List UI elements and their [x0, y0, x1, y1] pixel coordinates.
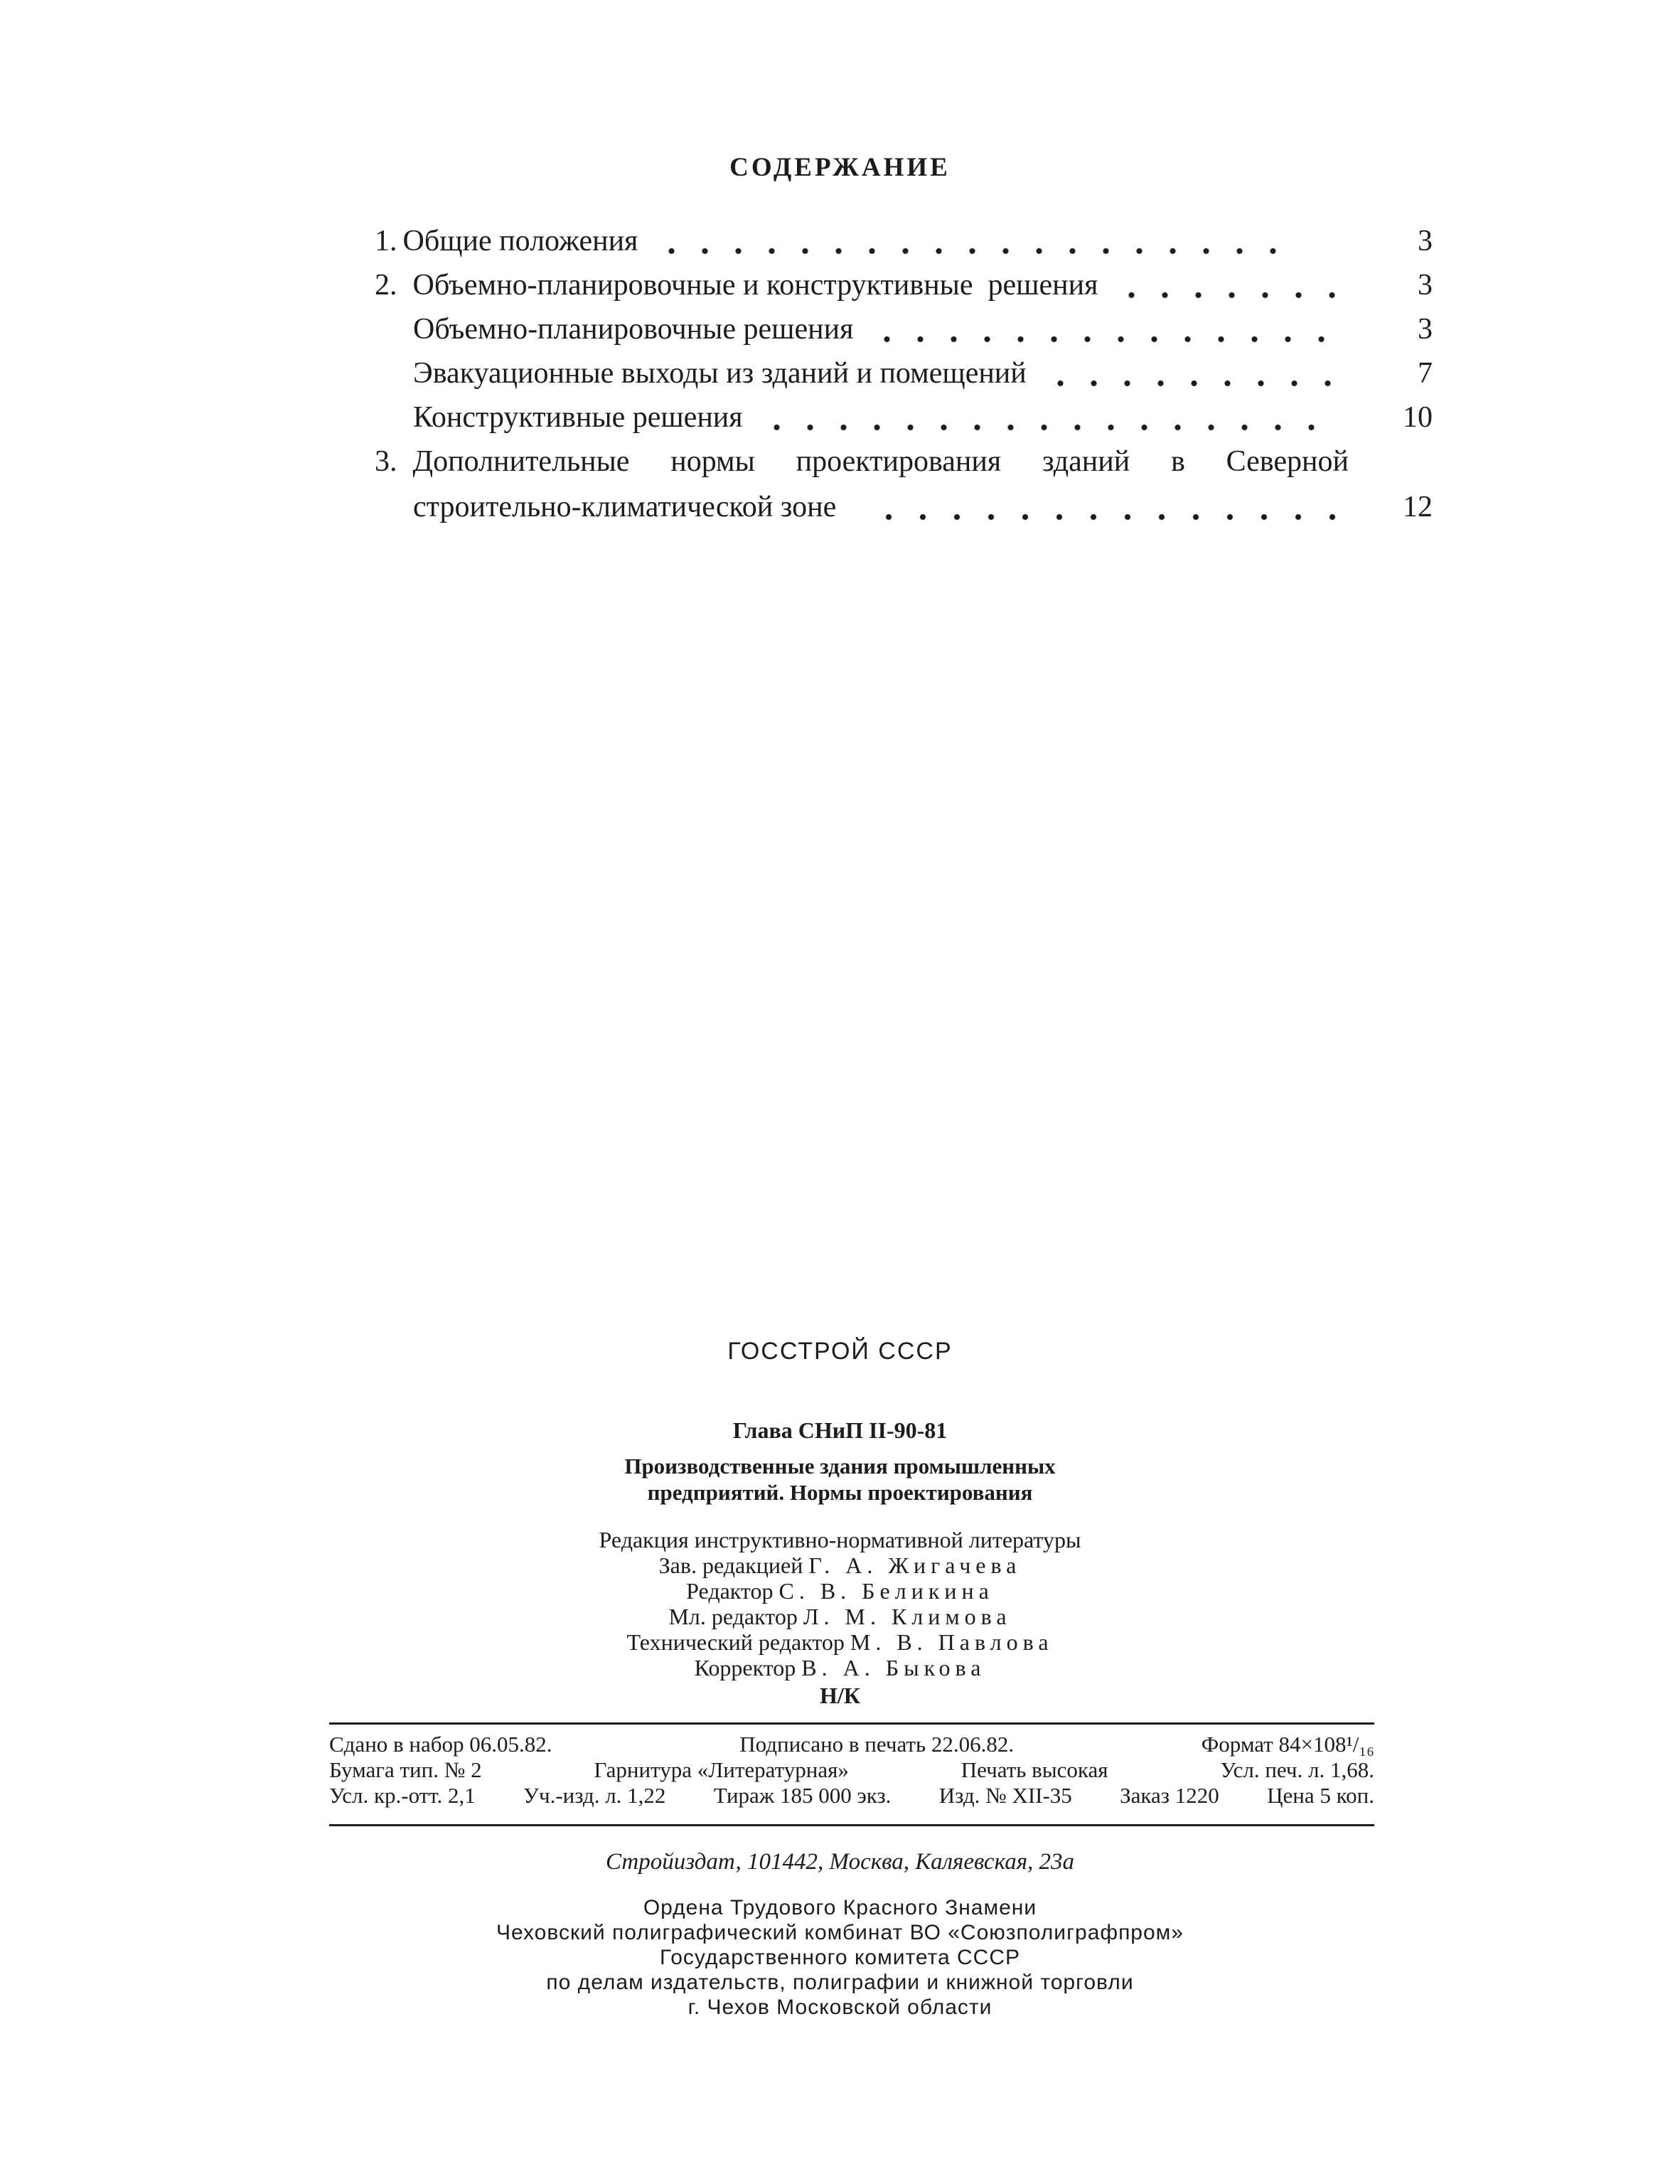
publication-line: [329, 1784, 1374, 1806]
credits-line: [0, 1528, 1680, 1551]
toc-subentry: [413, 314, 1349, 344]
toc-entry-text: Конструктивные решения: [413, 401, 743, 434]
credit-name: В. А. Быкова: [801, 1655, 986, 1680]
toc-entry-text: Общие положения: [402, 225, 638, 257]
toc-entry-number: 3.: [375, 445, 397, 478]
book-title-line: Производственные здания промышленных: [624, 1454, 1056, 1479]
pub-field: Изд. № XII-35: [938, 1783, 1072, 1808]
credits-line: [0, 1605, 1680, 1628]
toc-entry-number: 1.: [375, 225, 397, 257]
credit-role: Корректор: [694, 1655, 796, 1680]
publication-line: [329, 1733, 1374, 1755]
pub-field: Цена 5 коп.: [1267, 1783, 1374, 1808]
toc-word: нормы: [670, 445, 755, 478]
credits-line: [0, 1631, 1680, 1653]
toc-entry: [375, 447, 1349, 476]
dot-leader: [1115, 270, 1342, 300]
dot-leader: [760, 403, 1342, 432]
toc-word: в: [1171, 445, 1185, 478]
toc-entry-page: 3: [1418, 313, 1433, 346]
publication-line: [329, 1759, 1374, 1781]
pub-field: Подписано в печать 22.06.82.: [739, 1732, 1015, 1757]
toc-entry: [375, 226, 1349, 256]
toc-title: СОДЕРЖАНИЕ: [729, 153, 951, 182]
toc-entry-page: 3: [1418, 269, 1433, 302]
divider-rule: [329, 1722, 1374, 1725]
agency-name: ГОССТРОЙ СССР: [727, 1338, 953, 1365]
credits-line: [0, 1554, 1680, 1577]
credit-role: Мл. редактор: [668, 1604, 798, 1629]
toc-entry-page: 7: [1418, 357, 1433, 390]
toc-entry-text: Эвакуационные выходы из зданий и помещений: [413, 357, 1027, 390]
toc-entry: [375, 270, 1349, 300]
toc-word: Северной: [1226, 445, 1349, 478]
credit-role: Редакция инструктивно-нормативной литературы: [599, 1527, 1081, 1552]
divider-rule: [329, 1824, 1374, 1826]
pub-field: Заказ 1220: [1120, 1783, 1219, 1808]
pub-field: Уч.-изд. л. 1,22: [523, 1783, 666, 1808]
hk-mark: Н/К: [820, 1683, 860, 1708]
pub-field: Усл. кр.-отт. 2,1: [329, 1783, 476, 1808]
toc-entry-number: 2.: [375, 269, 397, 302]
printer-line: по делам издательств, полиграфии и книжной торговли: [546, 1971, 1134, 1994]
credits-line: [0, 1580, 1680, 1602]
dot-leader: [872, 492, 1342, 522]
chapter-title: Глава СНиП II-90-81: [732, 1417, 948, 1443]
toc-word: Дополнительные: [412, 445, 630, 478]
toc-word: зданий: [1042, 445, 1130, 478]
dot-leader: [1044, 358, 1342, 388]
pub-field: Формат 84×108¹/₁₆: [1201, 1732, 1374, 1757]
toc-entry-text: [413, 447, 1349, 476]
toc-subentry: [413, 358, 1349, 388]
pub-field: Тираж 185 000 экз.: [713, 1783, 892, 1808]
toc-entry-page: 12: [1403, 491, 1433, 523]
credit-name: Л. М. Климова: [803, 1604, 1012, 1629]
toc-subentry: [413, 403, 1349, 432]
credit-name: М. В. Павлова: [850, 1629, 1054, 1655]
credit-name: Г. А. Жигачева: [808, 1552, 1022, 1578]
credits-line: [0, 1656, 1680, 1679]
toc-entry-text: Объемно-планировочные и конструктивные решения: [412, 269, 1098, 302]
printer-line: г. Чехов Московской области: [687, 1996, 993, 2019]
toc-entry-page: 3: [1418, 225, 1433, 257]
pub-field: Усл. печ. л. 1,68.: [1220, 1757, 1374, 1782]
pub-field: Сдано в набор 06.05.82.: [329, 1732, 552, 1757]
pub-field: Гарнитура «Литературная»: [594, 1757, 849, 1782]
credit-role: Технический редактор: [626, 1629, 845, 1655]
credit-name: С. В. Беликина: [779, 1578, 994, 1604]
credit-role: Редактор: [686, 1578, 774, 1604]
toc-entry-text: строительно-климатической зоне: [413, 491, 837, 523]
dot-leader: [655, 226, 1278, 256]
toc-entry-page: 10: [1403, 401, 1433, 434]
book-title-line: предприятий. Нормы проектирования: [647, 1480, 1033, 1505]
toc-entry-continuation: [413, 492, 1349, 522]
toc-word: проектирования: [796, 445, 1002, 478]
credit-role: Зав. редакцией: [658, 1552, 803, 1578]
printer-line: Чеховский полиграфический комбинат ВО «Союзполиграфпром»: [496, 1921, 1184, 1944]
pub-field: Бумага тип. № 2: [329, 1757, 482, 1782]
printer-line: Ордена Трудового Красного Знамени: [643, 1896, 1037, 1919]
toc-entry-text: Объемно-планировочные решения: [413, 313, 854, 346]
publisher-address: Стройиздат, 101442, Москва, Каляевская, 23а: [605, 1849, 1075, 1875]
pub-field: Печать высокая: [961, 1757, 1108, 1782]
dot-leader: [870, 314, 1342, 344]
printer-line: Государственного комитета СССР: [660, 1946, 1020, 1969]
